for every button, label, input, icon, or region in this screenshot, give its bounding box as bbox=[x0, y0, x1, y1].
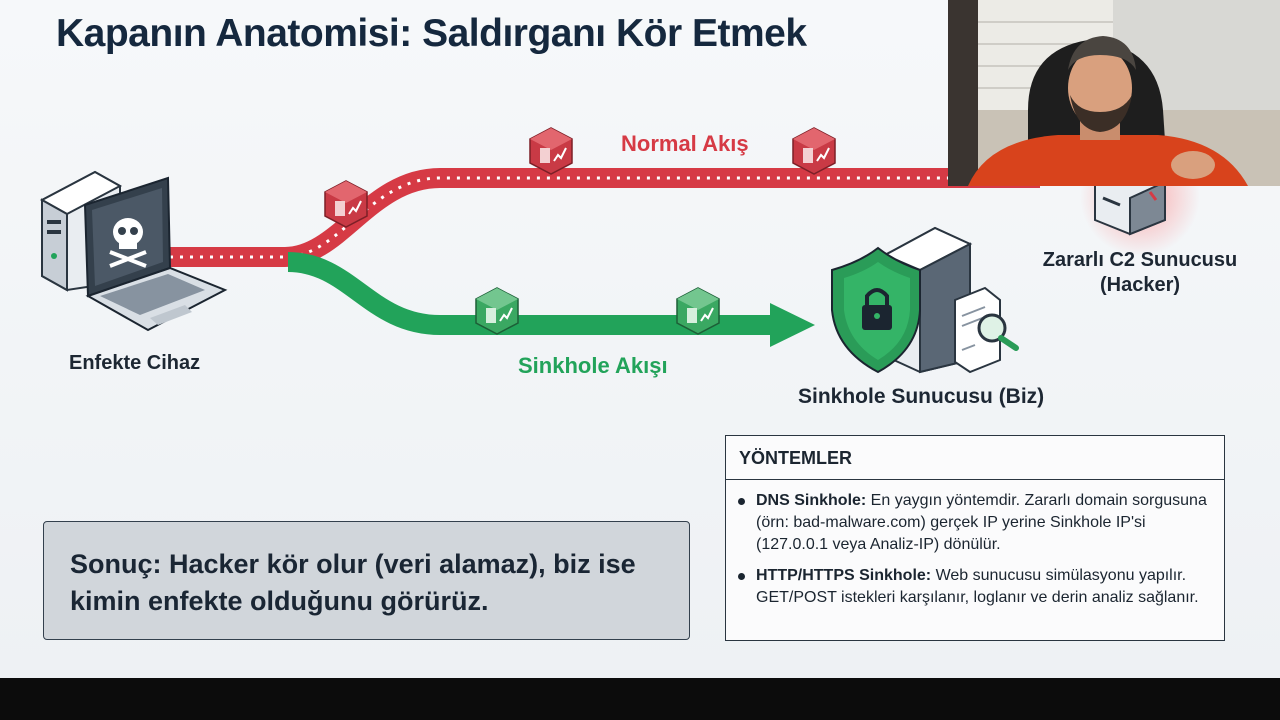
data-packet-icon bbox=[530, 128, 572, 174]
data-packet-icon bbox=[793, 128, 835, 174]
presenter-image bbox=[948, 0, 1280, 186]
method-text: En yaygın yöntemdir. Zararlı domain sorgusuna (örn: bad-malware.com) gerçek IP yerine Sinkhole IP'si (127.0.0.1 veya Analiz-IP) dönülür. bbox=[756, 492, 1207, 553]
sinkhole-flow-label: Sinkhole Akışı bbox=[518, 353, 668, 378]
data-packet-icon bbox=[325, 181, 367, 227]
method-text: Web sunucusu simülasyonu yapılır. GET/POST istekleri karşılanır, loglanır ve derin analiz sağlanır. bbox=[756, 567, 1199, 606]
video-bottom-bar bbox=[0, 678, 1280, 720]
sinkhole-server-label: Sinkhole Sunucusu (Biz) bbox=[798, 385, 1045, 408]
document-magnifier-icon bbox=[955, 288, 1016, 372]
result-line-2: kimin enfekte olduğunu görürüz. bbox=[70, 586, 489, 616]
webcam-overlay bbox=[948, 0, 1280, 186]
c2-server-label-line2: (Hacker) bbox=[1099, 274, 1181, 296]
methods-heading: YÖNTEMLER bbox=[726, 436, 1224, 480]
sinkhole-flow-arrow bbox=[288, 262, 815, 347]
slide-title: Kapanın Anatomisi: Saldırganı Kör Etmek bbox=[56, 12, 807, 55]
result-box bbox=[43, 521, 690, 640]
infected-device-label: Enfekte Cihaz bbox=[69, 352, 201, 374]
methods-list bbox=[726, 480, 1224, 609]
method-term: DNS Sinkhole: bbox=[756, 492, 867, 509]
data-packet-icon bbox=[677, 288, 719, 334]
methods-panel bbox=[725, 435, 1225, 641]
list-item bbox=[756, 565, 1210, 609]
c2-server-label-line1: Zararlı C2 Sunucusu bbox=[1042, 249, 1238, 271]
method-term: HTTP/HTTPS Sinkhole: bbox=[756, 567, 932, 584]
list-item bbox=[756, 490, 1210, 556]
c2-server-label bbox=[1030, 248, 1250, 298]
data-packet-icon bbox=[476, 288, 518, 334]
result-line-1: Sonuç: Hacker kör olur (veri alamaz), biz ise bbox=[70, 549, 636, 579]
normal-flow-label: Normal Akış bbox=[621, 131, 749, 156]
